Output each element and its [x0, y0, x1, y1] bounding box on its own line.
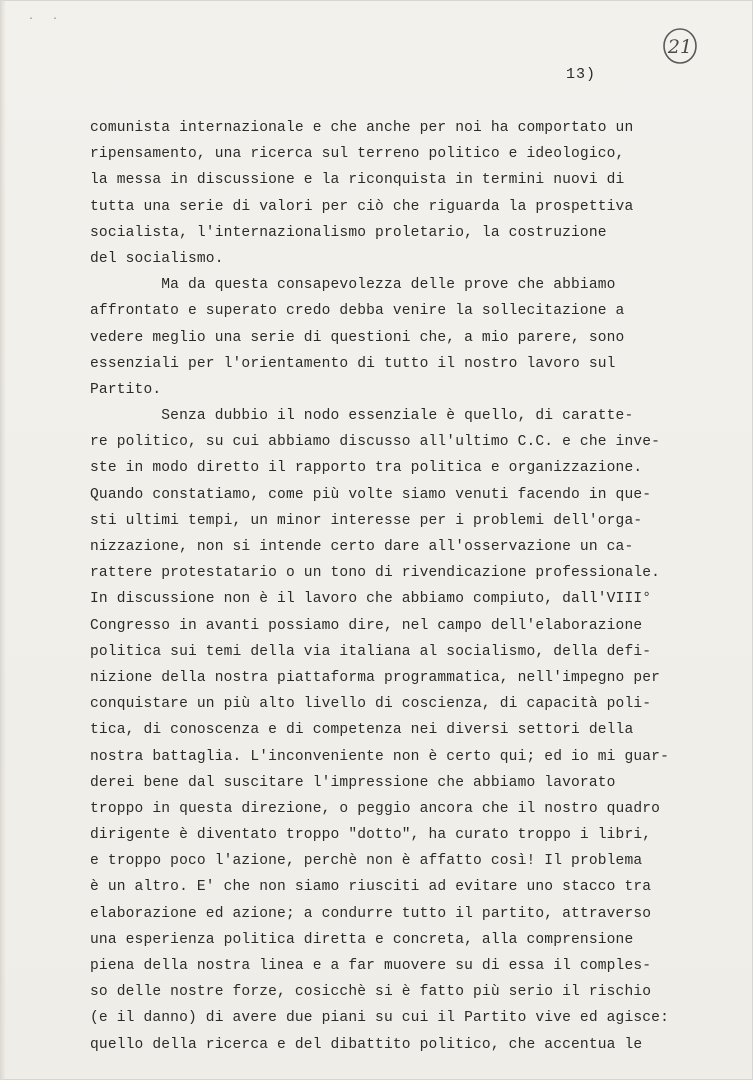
text-line: re politico, su cui abbiamo discusso all'ultimo C.C. e che inve-	[90, 434, 661, 451]
text-line: una esperienza politica diretta e concreta, alla comprensione	[90, 931, 634, 948]
text-line: In discussione non è il lavoro che abbiamo compiuto, dall'VIII°	[90, 591, 652, 608]
text-line: del socialismo.	[90, 250, 224, 267]
text-line: (e il danno) di avere due piani su cui il Partito vive ed agisce:	[90, 1010, 669, 1027]
body-text	[90, 115, 710, 1058]
text-line: derei bene dal suscitare l'impressione che abbiamo lavorato	[90, 774, 616, 791]
text-line: comunista internazionale e che anche per noi ha comportato un	[90, 120, 634, 136]
text-line: e troppo poco l'azione, perchè non è affatto così! Il problema	[90, 853, 643, 870]
text-line: nizione della nostra piattaforma programmatica, nell'impegno per	[90, 669, 661, 686]
text-line: Congresso in avanti possiamo dire, nel campo dell'elaborazione	[90, 617, 643, 634]
text-line: sti ultimi tempi, un minor interesse per i problemi dell'orga-	[90, 512, 643, 529]
page-number: 13)	[566, 66, 597, 83]
text-line: Partito.	[90, 381, 162, 398]
text-line: è un altro. E' che non siamo riusciti ad evitare uno stacco tra	[90, 879, 652, 896]
text-line: affrontato e superato credo debba venire la sollecitazione a	[90, 303, 625, 320]
text-line: nizzazione, non si intende certo dare all'osservazione un ca-	[90, 539, 634, 555]
text-line: conquistare un più alto livello di coscienza, di capacità poli-	[90, 696, 652, 713]
text-line: vedere meglio una serie di questioni che, a mio parere, sono	[90, 329, 625, 346]
text-line: piena della nostra linea e a far muovere su di essa il comples-	[90, 958, 652, 974]
text-line: socialista, l'internazionalismo proletario, la costruzione	[90, 224, 607, 241]
text-line: quello della ricerca e del dibattito politico, che accentua le	[90, 1036, 643, 1053]
text-line: dirigente è diventato troppo "dotto", ha curato troppo i libri,	[90, 827, 652, 844]
text-line: rattere protestatario o un tono di rivendicazione professionale.	[90, 565, 661, 582]
text-line: ste in modo diretto il rapporto tra politica e organizzazione.	[90, 460, 643, 477]
text-line: essenziali per l'orientamento di tutto il nostro lavoro sul	[90, 355, 616, 372]
text-line: so delle nostre forze, cosicchè si è fatto più serio il rischio	[90, 984, 652, 1001]
text-line: tica, di conoscenza e di competenza nei diversi settori della	[90, 722, 634, 739]
text-line: nostra battaglia. L'inconveniente non è certo qui; ed io mi guar-	[90, 748, 669, 765]
archive-number-text: 21	[667, 36, 693, 58]
text-line: Ma da questa consapevolezza delle prove che abbiamo	[90, 277, 616, 294]
text-line: elaborazione ed azione; a condurre tutto il partito, attraverso	[90, 905, 652, 922]
archive-number-stamp	[660, 26, 700, 66]
text-line: Quando constatiamo, come più volte siamo venuti facendo in que-	[90, 486, 652, 503]
page-edge-shadow	[0, 0, 6, 1080]
text-line: politica sui temi della via italiana al socialismo, della defi-	[90, 643, 652, 660]
text-line: Senza dubbio il nodo essenziale è quello, di caratte-	[90, 408, 634, 425]
text-line: tutta una serie di valori per ciò che riguarda la prospettiva	[90, 198, 634, 215]
scan-specks: · ·	[28, 14, 65, 25]
text-line: troppo in questa direzione, o peggio ancora che il nostro quadro	[90, 800, 661, 817]
text-line: la messa in discussione e la riconquista in termini nuovi di	[90, 172, 625, 189]
text-line: ripensamento, una ricerca sul terreno politico e ideologico,	[90, 146, 625, 163]
